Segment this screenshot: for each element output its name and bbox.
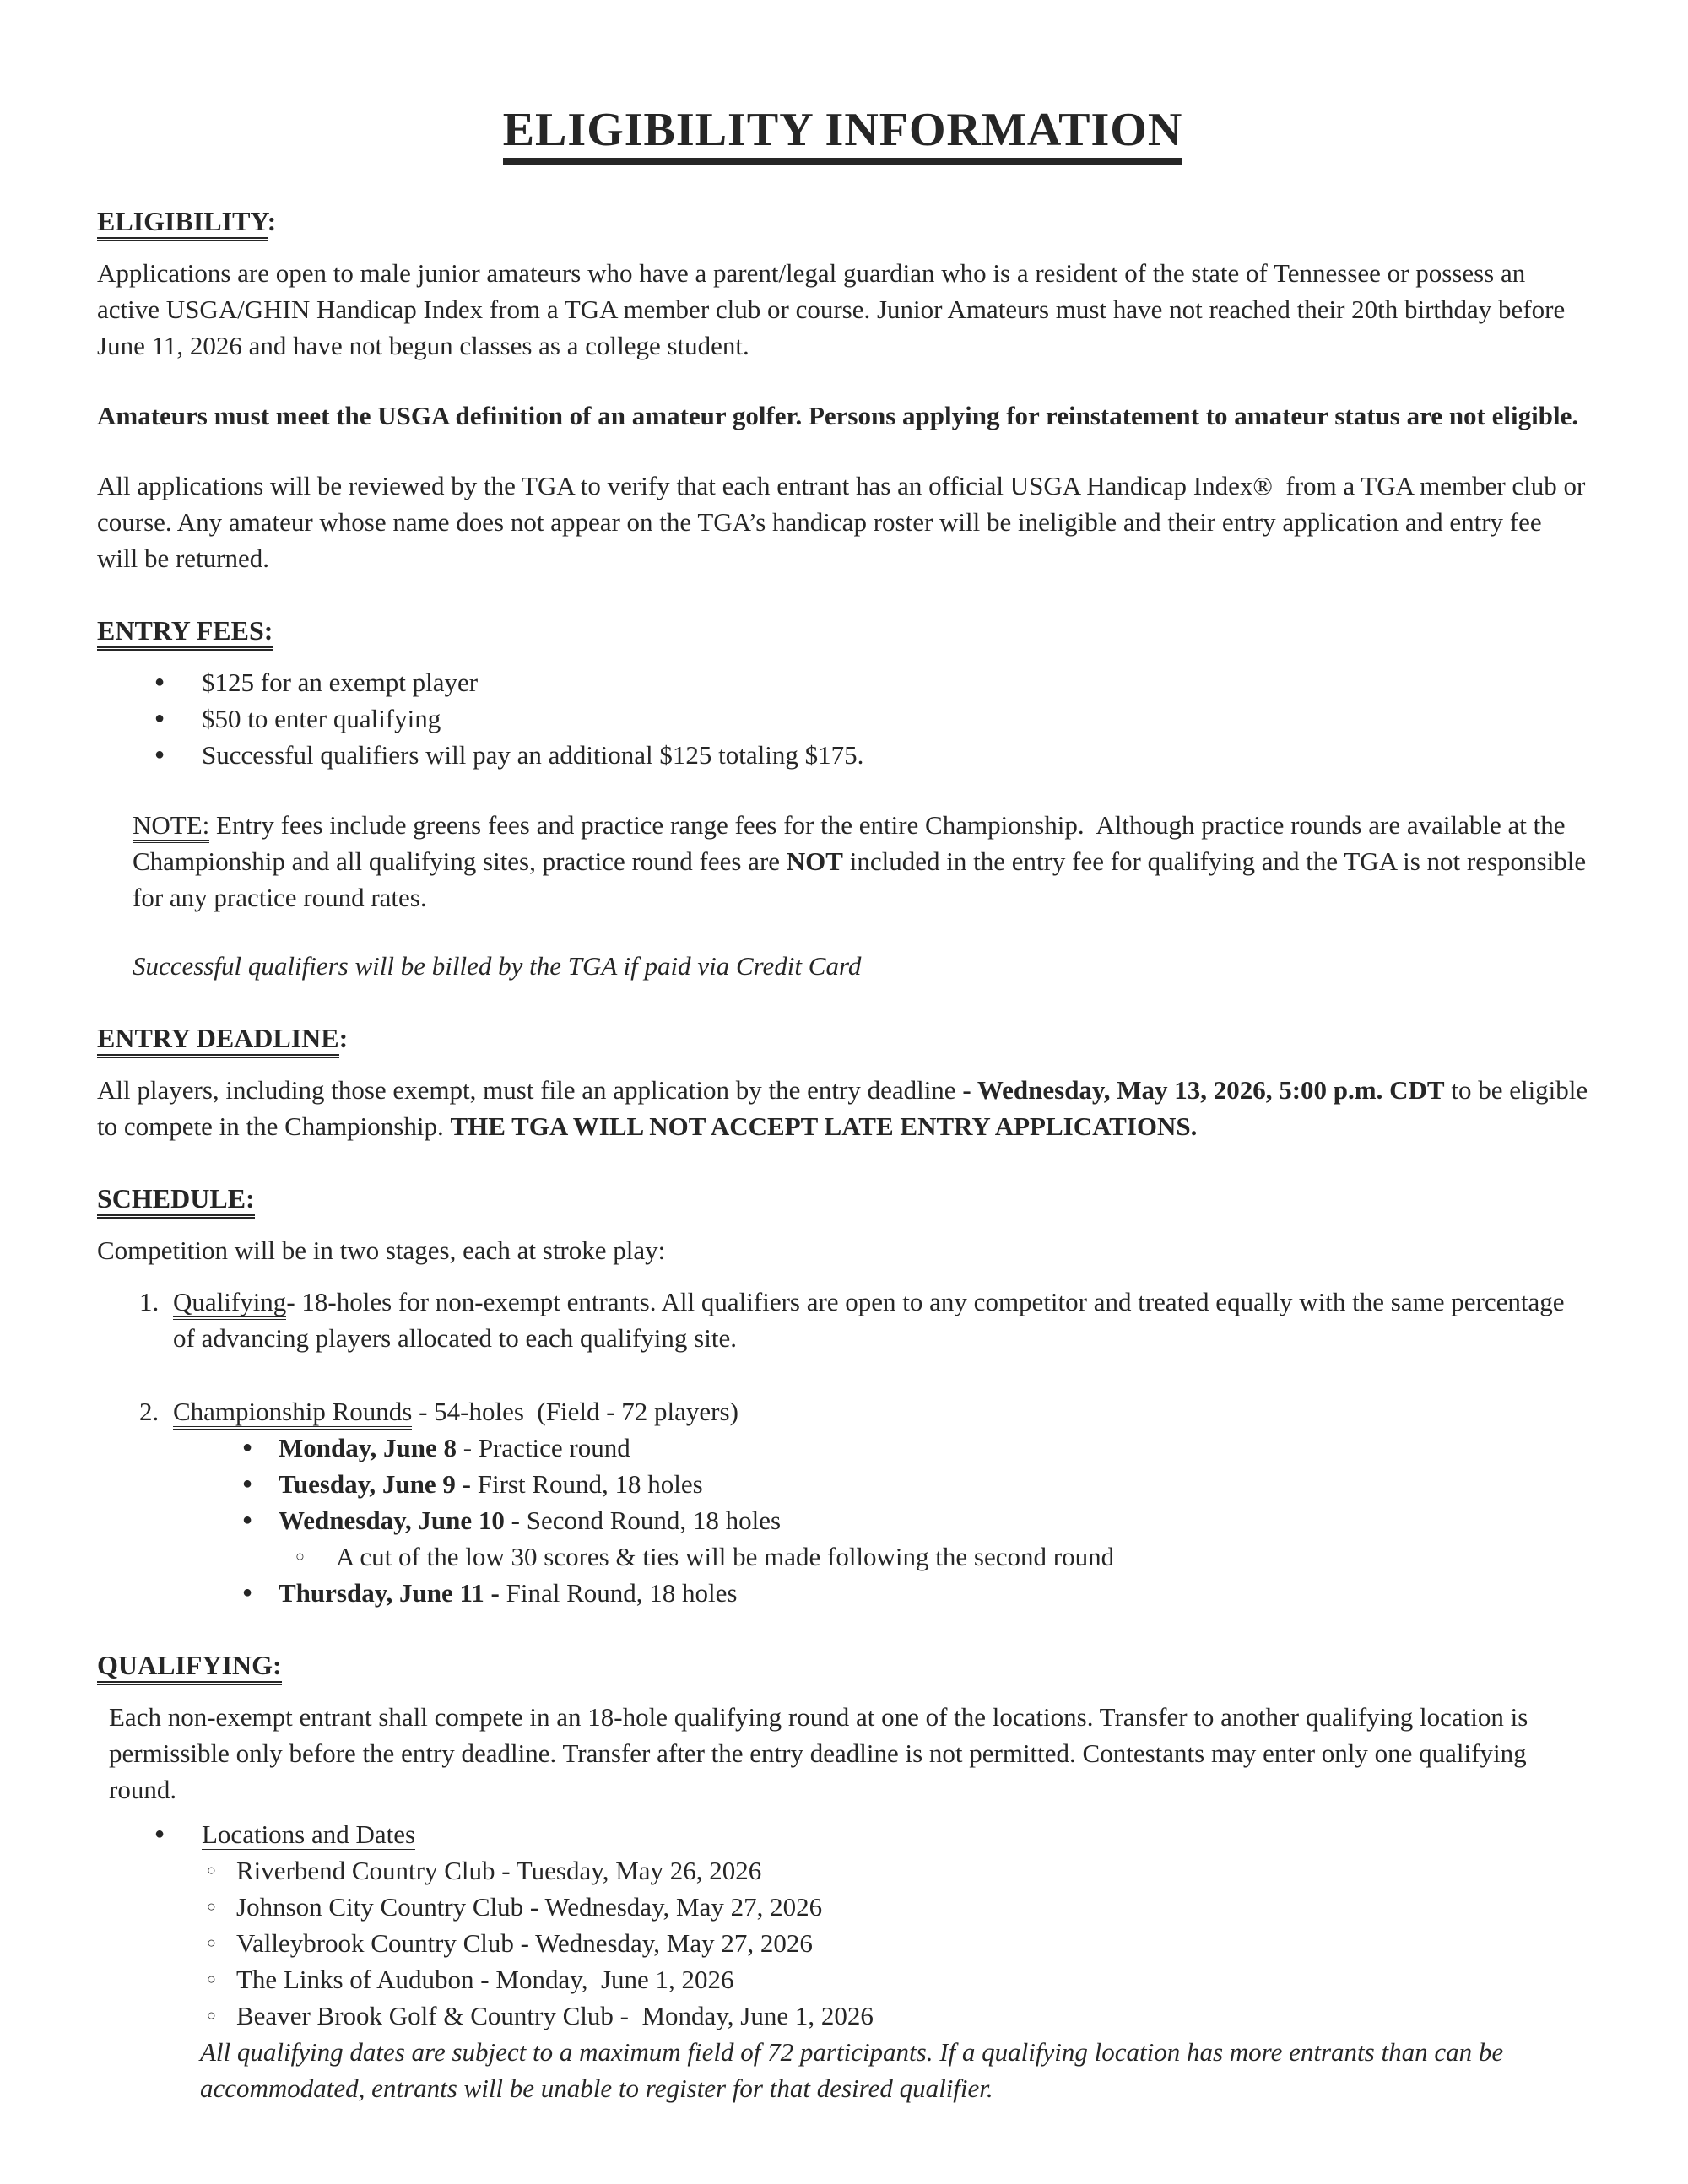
bullet-icon: ● <box>154 1825 165 1843</box>
location-text: Valleybrook Country Club - Wednesday, May 27, 2026 <box>236 1928 813 1958</box>
circle-bullet-icon: ○ <box>207 2007 216 2024</box>
list-item <box>97 1502 1588 1538</box>
round-text: Wednesday, June 10 - Second Round, 18 holes <box>279 1506 782 1535</box>
section-heading-schedule: SCHEDULE: <box>97 1180 1588 1217</box>
list-item <box>97 1430 1588 1466</box>
list-number: 1. <box>139 1287 160 1316</box>
location-text: Beaver Brook Golf & Country Club - Monday, June 1, 2026 <box>236 2001 874 2030</box>
list-number: 2. <box>139 1397 160 1426</box>
list-item <box>97 1925 1588 1961</box>
schedule-item-championship <box>97 1393 1588 1430</box>
qualifying-field-note: All qualifying dates are subject to a maximum field of 72 participants. If a qualifying location has more entrants than can be accommodated, entrants will be unable to register for that desired qualifier. <box>200 2037 1504 2103</box>
circle-bullet-icon: ○ <box>207 1862 216 1879</box>
location-text: Johnson City Country Club - Wednesday, May 27, 2026 <box>236 1892 823 1922</box>
bullet-icon: ● <box>242 1583 253 1602</box>
list-item <box>97 1538 1588 1575</box>
list-item <box>97 664 1588 700</box>
schedule-intro: Competition will be in two stages, each at stroke play: <box>97 1235 666 1265</box>
round-text: Tuesday, June 9 - First Round, 18 holes <box>279 1469 703 1499</box>
eligibility-intro-paragraph: Applications are open to male junior amateurs who have a parent/legal guardian who is a resident of the state of Tennessee or possess an active USGA/GHIN Handicap Index from a TGA member club or course. Junior Amateurs must have not reached their 20th birthday before June 11, 2026 and have not begun classes as a college student. <box>97 258 1566 360</box>
section-heading-eligibility: ELIGIBILITY: <box>97 203 1588 240</box>
list-item <box>97 1889 1588 1925</box>
bullet-icon: ● <box>154 709 165 727</box>
amateur-definition-paragraph: Amateurs must meet the USGA definition of an amateur golfer. Persons applying for reinstatement to amateur status are not eligible. <box>97 401 1579 430</box>
circle-bullet-icon: ○ <box>207 1934 216 1951</box>
entry-fees-note-paragraph: NOTE: Entry fees include greens fees and practice range fees for the entire Championship. Although practice rounds are available at the Championship and all qualifying sites, practice round fees are NOT included in the entry fee for qualifying and the TGA is not responsible for any practice round rates. <box>133 810 1587 912</box>
circle-bullet-icon: ○ <box>207 1898 216 1915</box>
bullet-icon: ● <box>242 1438 253 1457</box>
cut-note-text: A cut of the low 30 scores & ties will be made following the second round <box>336 1542 1115 1571</box>
schedule-item-qualifying <box>97 1284 1588 1356</box>
round-text: Thursday, June 11 - Final Round, 18 holes <box>279 1578 738 1608</box>
fee-item-text: $125 for an exempt player <box>202 668 479 697</box>
page-title: ELIGIBILITY INFORMATION <box>97 100 1588 160</box>
bullet-icon: ● <box>242 1511 253 1529</box>
location-text: The Links of Audubon - Monday, June 1, 2026 <box>236 1965 734 1994</box>
list-item <box>97 1997 1588 2034</box>
list-item <box>97 1961 1588 1997</box>
application-review-paragraph: All applications will be reviewed by the TGA to verify that each entrant has an official USGA Handicap Index® from a TGA member club or course. Any amateur whose name does not appear on the TGA’s handicap roster will be ineligible and their entry application and entry fee will be returned. <box>97 471 1586 573</box>
championship-rounds-list <box>97 1430 1588 1611</box>
credit-card-note: Successful qualifiers will be billed by the TGA if paid via Credit Card <box>133 951 862 981</box>
list-item <box>97 1466 1588 1502</box>
fee-item-text: $50 to enter qualifying <box>202 704 441 733</box>
circle-bullet-icon: ○ <box>207 1970 216 1987</box>
bullet-icon: ● <box>154 673 165 691</box>
schedule-item-text: Championship Rounds - 54-holes (Field - 72 players) <box>173 1397 738 1430</box>
round-text: Monday, June 8 - Practice round <box>279 1433 630 1462</box>
section-heading-qualifying: QUALIFYING: <box>97 1646 1588 1684</box>
entry-deadline-paragraph: All players, including those exempt, must file an application by the entry deadline - Wednesday, May 13, 2026, 5:00 p.m. CDT to be eligible to compete in the Championship. THE TGA WILL NOT ACCEPT LATE ENTRY APPLICATIONS. <box>97 1075 1588 1141</box>
list-item <box>97 737 1588 773</box>
section-heading-entry-fees: ENTRY FEES: <box>97 612 1588 649</box>
fee-item-text: Successful qualifiers will pay an additional $125 totaling $175. <box>202 740 864 770</box>
bullet-icon: ● <box>154 745 165 764</box>
section-heading-entry-deadline: ENTRY DEADLINE: <box>97 1019 1588 1057</box>
locations-list <box>97 1852 1588 2034</box>
circle-bullet-icon: ○ <box>295 1548 305 1565</box>
list-item <box>97 1575 1588 1611</box>
schedule-item-text: Qualifying- 18-holes for non-exempt entrants. All qualifiers are open to any competitor and treated equally with the same percentage of advancing players allocated to each qualifying site. <box>173 1287 1565 1353</box>
bullet-icon: ● <box>242 1474 253 1493</box>
locations-and-dates-item <box>97 1816 1588 1852</box>
list-item <box>97 1852 1588 1889</box>
list-item <box>97 700 1588 737</box>
entry-fees-list <box>97 664 1588 773</box>
qualifying-paragraph: Each non-exempt entrant shall compete in an 18-hole qualifying round at one of the locations. Transfer to another qualifying location is permissible only before the entry deadline. Transfer after the entry deadline is not permitted. Contestants may enter only one qualifying round. <box>109 1702 1528 1804</box>
locations-label: Locations and Dates <box>202 1819 415 1852</box>
location-text: Riverbend Country Club - Tuesday, May 26, 2026 <box>236 1856 762 1885</box>
